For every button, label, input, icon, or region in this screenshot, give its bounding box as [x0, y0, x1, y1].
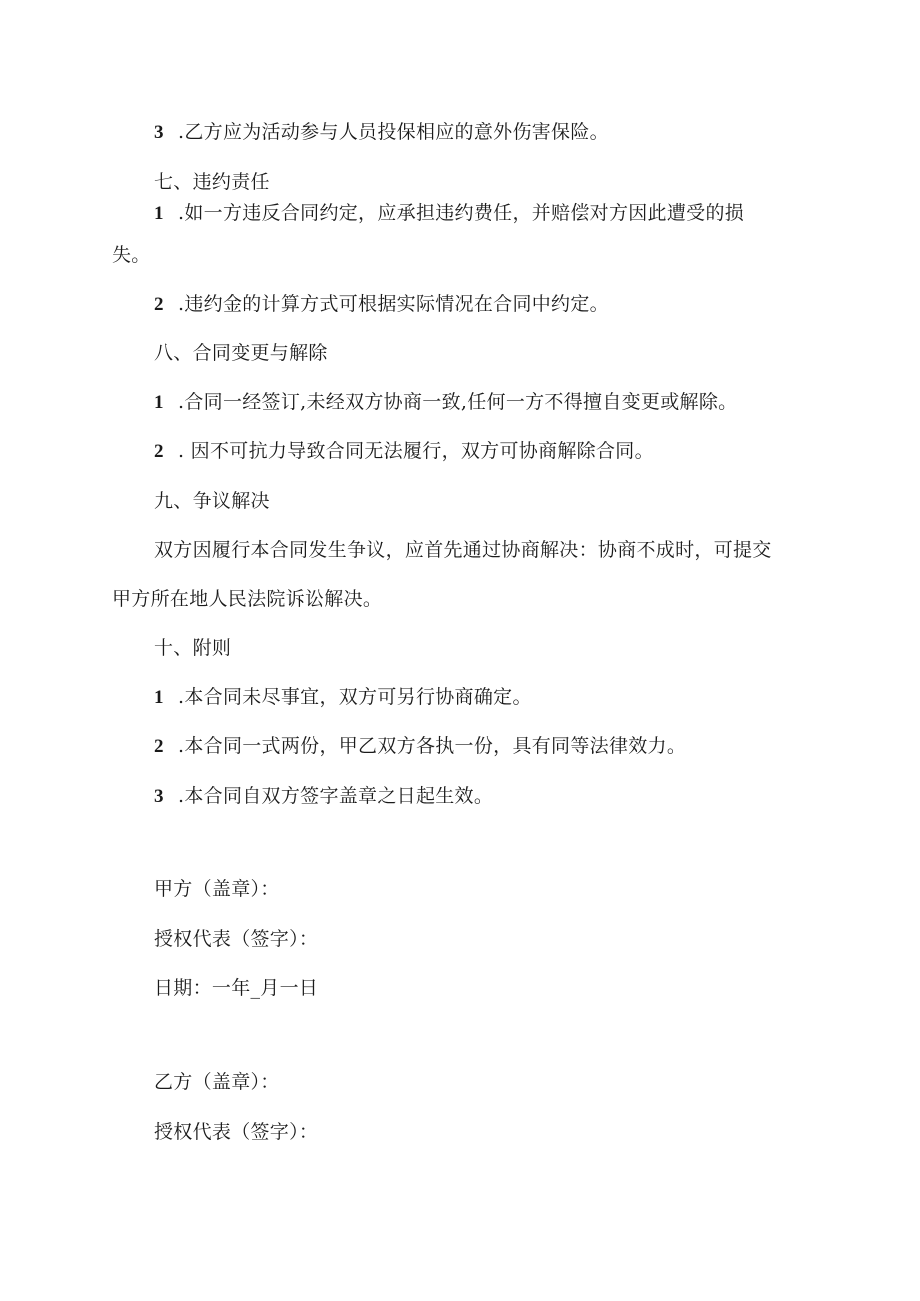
item-number: 1 [154, 687, 164, 708]
item-text: .本合同未尽事宜，双方可另行协商确定。 [178, 686, 532, 708]
item-text: .违约金的计算方式可根据实际情况在合同中约定。 [178, 293, 609, 315]
clause-8-2 [154, 439, 654, 464]
item-text: .乙方应为活动参与人员投保相应的意外伤害保险。 [178, 121, 609, 143]
item-number: 1 [154, 203, 164, 224]
party-a-representative-label: 授权代表（签字）： [154, 928, 319, 950]
item-number: 2 [154, 294, 164, 315]
item-text: .本合同一式两份，甲乙双方各执一份，具有同等法律效力。 [178, 735, 687, 757]
item-text: .本合同自双方签字盖章之日起生效。 [178, 785, 494, 807]
item-number: 3 [154, 786, 164, 807]
party-a-date-label: 日期：一年_月一日 [154, 977, 319, 999]
item-number: 1 [154, 392, 164, 413]
item-text: .如一方违反合同约定，应承担违约费任，并赔偿对方因此遭受的损 [178, 202, 745, 224]
item-number: 2 [154, 736, 164, 757]
clause-10-3 [154, 784, 493, 809]
dispute-paragraph: 双方因履行本合同发生争议，应首先通过协商解决：协商不成时，可提交 [154, 539, 772, 561]
clause-10-1 [154, 685, 532, 710]
item-text: .合同一经签订,未经双方协商一致,任何一方不得擅自变更或解除。 [178, 391, 738, 413]
section-heading-9: 九、争议解决 [154, 490, 270, 512]
party-b-representative-label: 授权代表（签字）： [154, 1121, 319, 1143]
item-number: 2 [154, 441, 164, 462]
clause-10-2 [154, 734, 686, 759]
clause-7-1-continuation: 失。 [112, 244, 151, 266]
clause-7-1 [154, 201, 744, 226]
clause-8-1 [154, 390, 737, 415]
party-a-seal-label: 甲方（盖章）： [154, 878, 280, 900]
dispute-paragraph-continuation: 甲方所在地人民法院诉讼解决。 [112, 588, 383, 610]
item-text: . 因不可抗力导致合同无法履行，双方可协商解除合同。 [178, 440, 654, 462]
section-heading-10: 十、附则 [154, 637, 232, 659]
section-heading-8: 八、合同变更与解除 [154, 342, 328, 364]
clause-7-2 [154, 292, 609, 317]
clause-6-3 [154, 120, 609, 145]
party-b-seal-label: 乙方（盖章）： [154, 1071, 280, 1093]
item-number: 3 [154, 122, 164, 143]
section-heading-7: 七、违约责任 [154, 171, 270, 193]
